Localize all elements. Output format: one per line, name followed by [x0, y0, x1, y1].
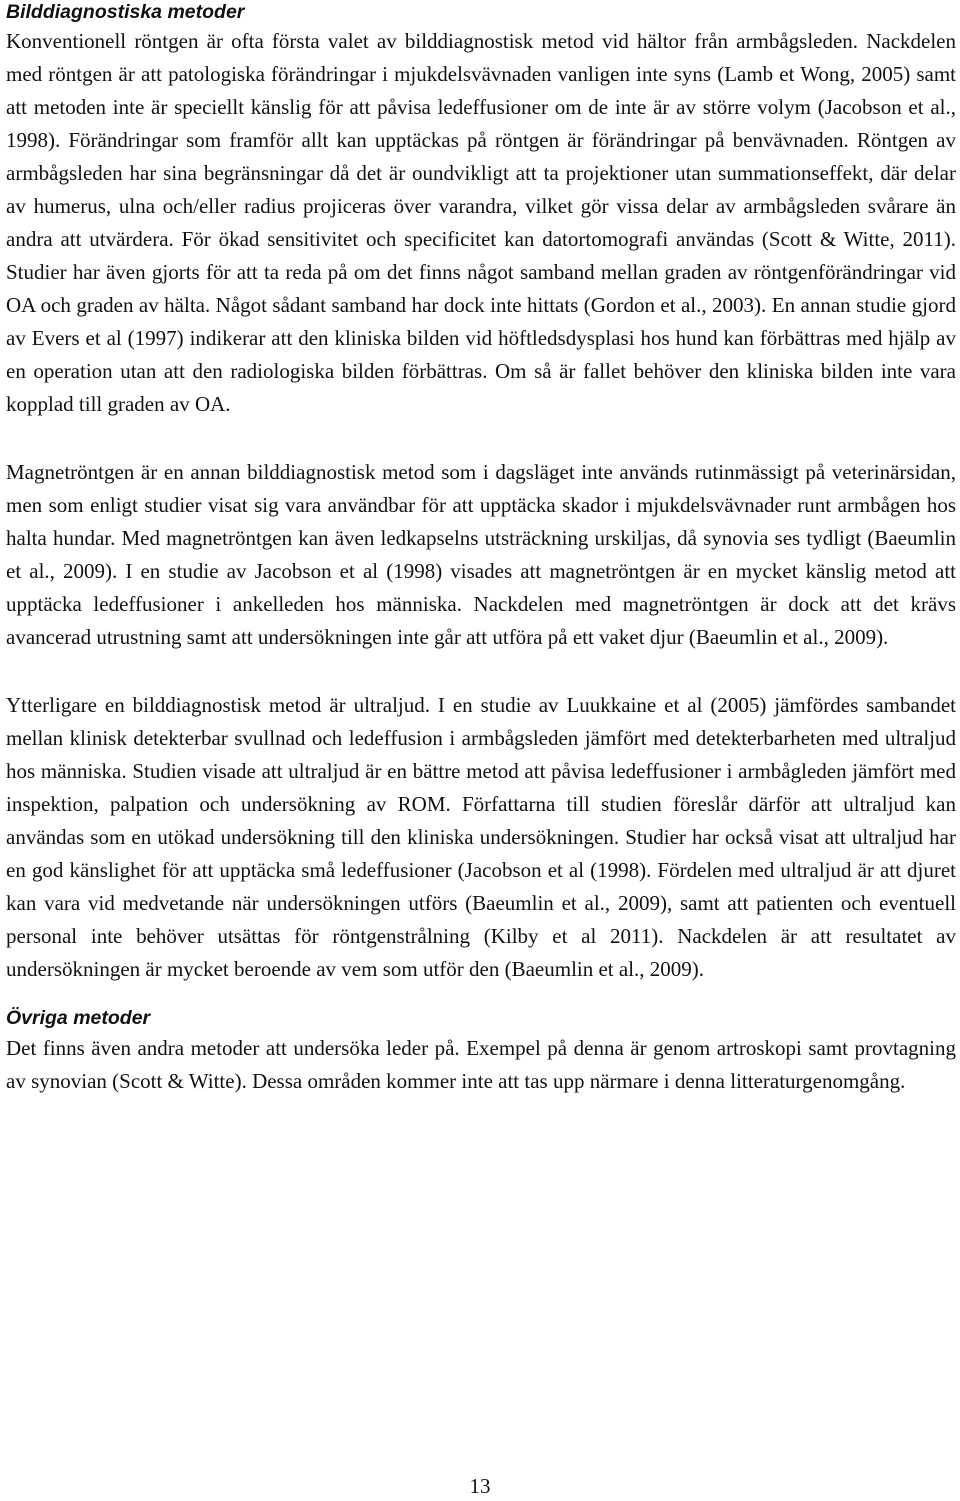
- section-heading-bilddiagnostiska-metoder: Bilddiagnostiska metoder: [6, 1, 245, 23]
- page-number: 13: [469, 1474, 491, 1498]
- document-page: [6, 0, 956, 1098]
- section-heading-ovriga-metoder: Övriga metoder: [6, 1007, 151, 1029]
- paragraph-ultraljud: Ytterligare en bilddiagnostisk metod är ultraljud. I en studie av Luukkaine et al (2005) jämfördes sambandet mellan klinisk detekterbar svullnad och ledeffusion i armbågsleden jämfört med detekterbarheten med ultraljud hos människa. Studien visade att ultraljud är en bättre metod att påvisa ledeffusioner i armbågleden jämfört med inspektion, palpation och undersökning av ROM. Författarna till studien föreslår därför att ultraljud kan användas som en utökad undersökning till den kliniska undersökningen. Studier har också visat att ultraljud har en god känslighet för att upptäcka små ledeffusioner (Jacobson et al (1998). Fördelen med ultraljud är att djuret kan vara vid medvetande när undersökningen utförs (Baeumlin et al., 2009), samt att patienten och eventuell personal inte behöver utsättas för röntgenstrålning (Kilby et al 2011). Nackdelen är att resultatet av undersökningen är mycket beroende av vem som utför den (Baeumlin et al., 2009).: [6, 693, 956, 981]
- paragraph-konventionell-rontgen: Konventionell röntgen är ofta första valet av bilddiagnostisk metod vid hältor från armbågsleden. Nackdelen med röntgen är att patologiska förändringar i mjukdelsvävnaden vanligen inte syns (Lamb et Wong, 2005) samt att metoden inte är speciellt känslig för att påvisa ledeffusioner om de inte är av större volym (Jacobson et al., 1998). Förändringar som framför allt kan upptäckas på röntgen är förändringar på benvävnaden. Röntgen av armbågsleden har sina begränsningar då det är oundvikligt att ta projektioner utan summationseffekt, där delar av humerus, ulna och/eller radius projiceras över varandra, vilket gör vissa delar av armbågsleden svårare än andra att utvärdera. För ökad sensitivitet och specificitet kan datortomografi användas (Scott & Witte, 2011). Studier har även gjorts för att ta reda på om det finns något samband mellan graden av röntgenförändringar vid OA och graden av hälta. Något sådant samband har dock inte hittats (Gordon et al., 2003). En annan studie gjord av Evers et al (1997) indikerar att den kliniska bilden vid höftledsdysplasi hos hund kan förbättras med hjälp av en operation utan att den radiologiska bilden förbättras. Om så är fallet behöver den kliniska bilden inte vara kopplad till graden av OA.: [6, 29, 956, 416]
- paragraph-magnetrontgen: Magnetröntgen är en annan bilddiagnostisk metod som i dagsläget inte används rutinmässigt på veterinärsidan, men som enligt studier visat sig vara användbar för att upptäcka skador i mjukdelsvävnader runt armbågen hos halta hundar. Med magnetröntgen kan även ledkapselns utsträckning urskiljas, då synovia ses tydligt (Baeumlin et al., 2009). I en studie av Jacobson et al (1998) visades att magnetröntgen är en mycket känslig metod att upptäcka ledeffusioner i ankelleden hos människa. Nackdelen med magnetröntgen är dock att det krävs avancerad utrustning samt att undersökningen inte går att utföra på ett vaket djur (Baeumlin et al., 2009).: [6, 460, 956, 649]
- paragraph-ovriga-metoder: Det finns även andra metoder att undersöka leder på. Exempel på denna är genom artroskopi samt provtagning av synovian (Scott & Witte). Dessa områden kommer inte att tas upp närmare i denna litteraturgenomgång.: [6, 1036, 956, 1093]
